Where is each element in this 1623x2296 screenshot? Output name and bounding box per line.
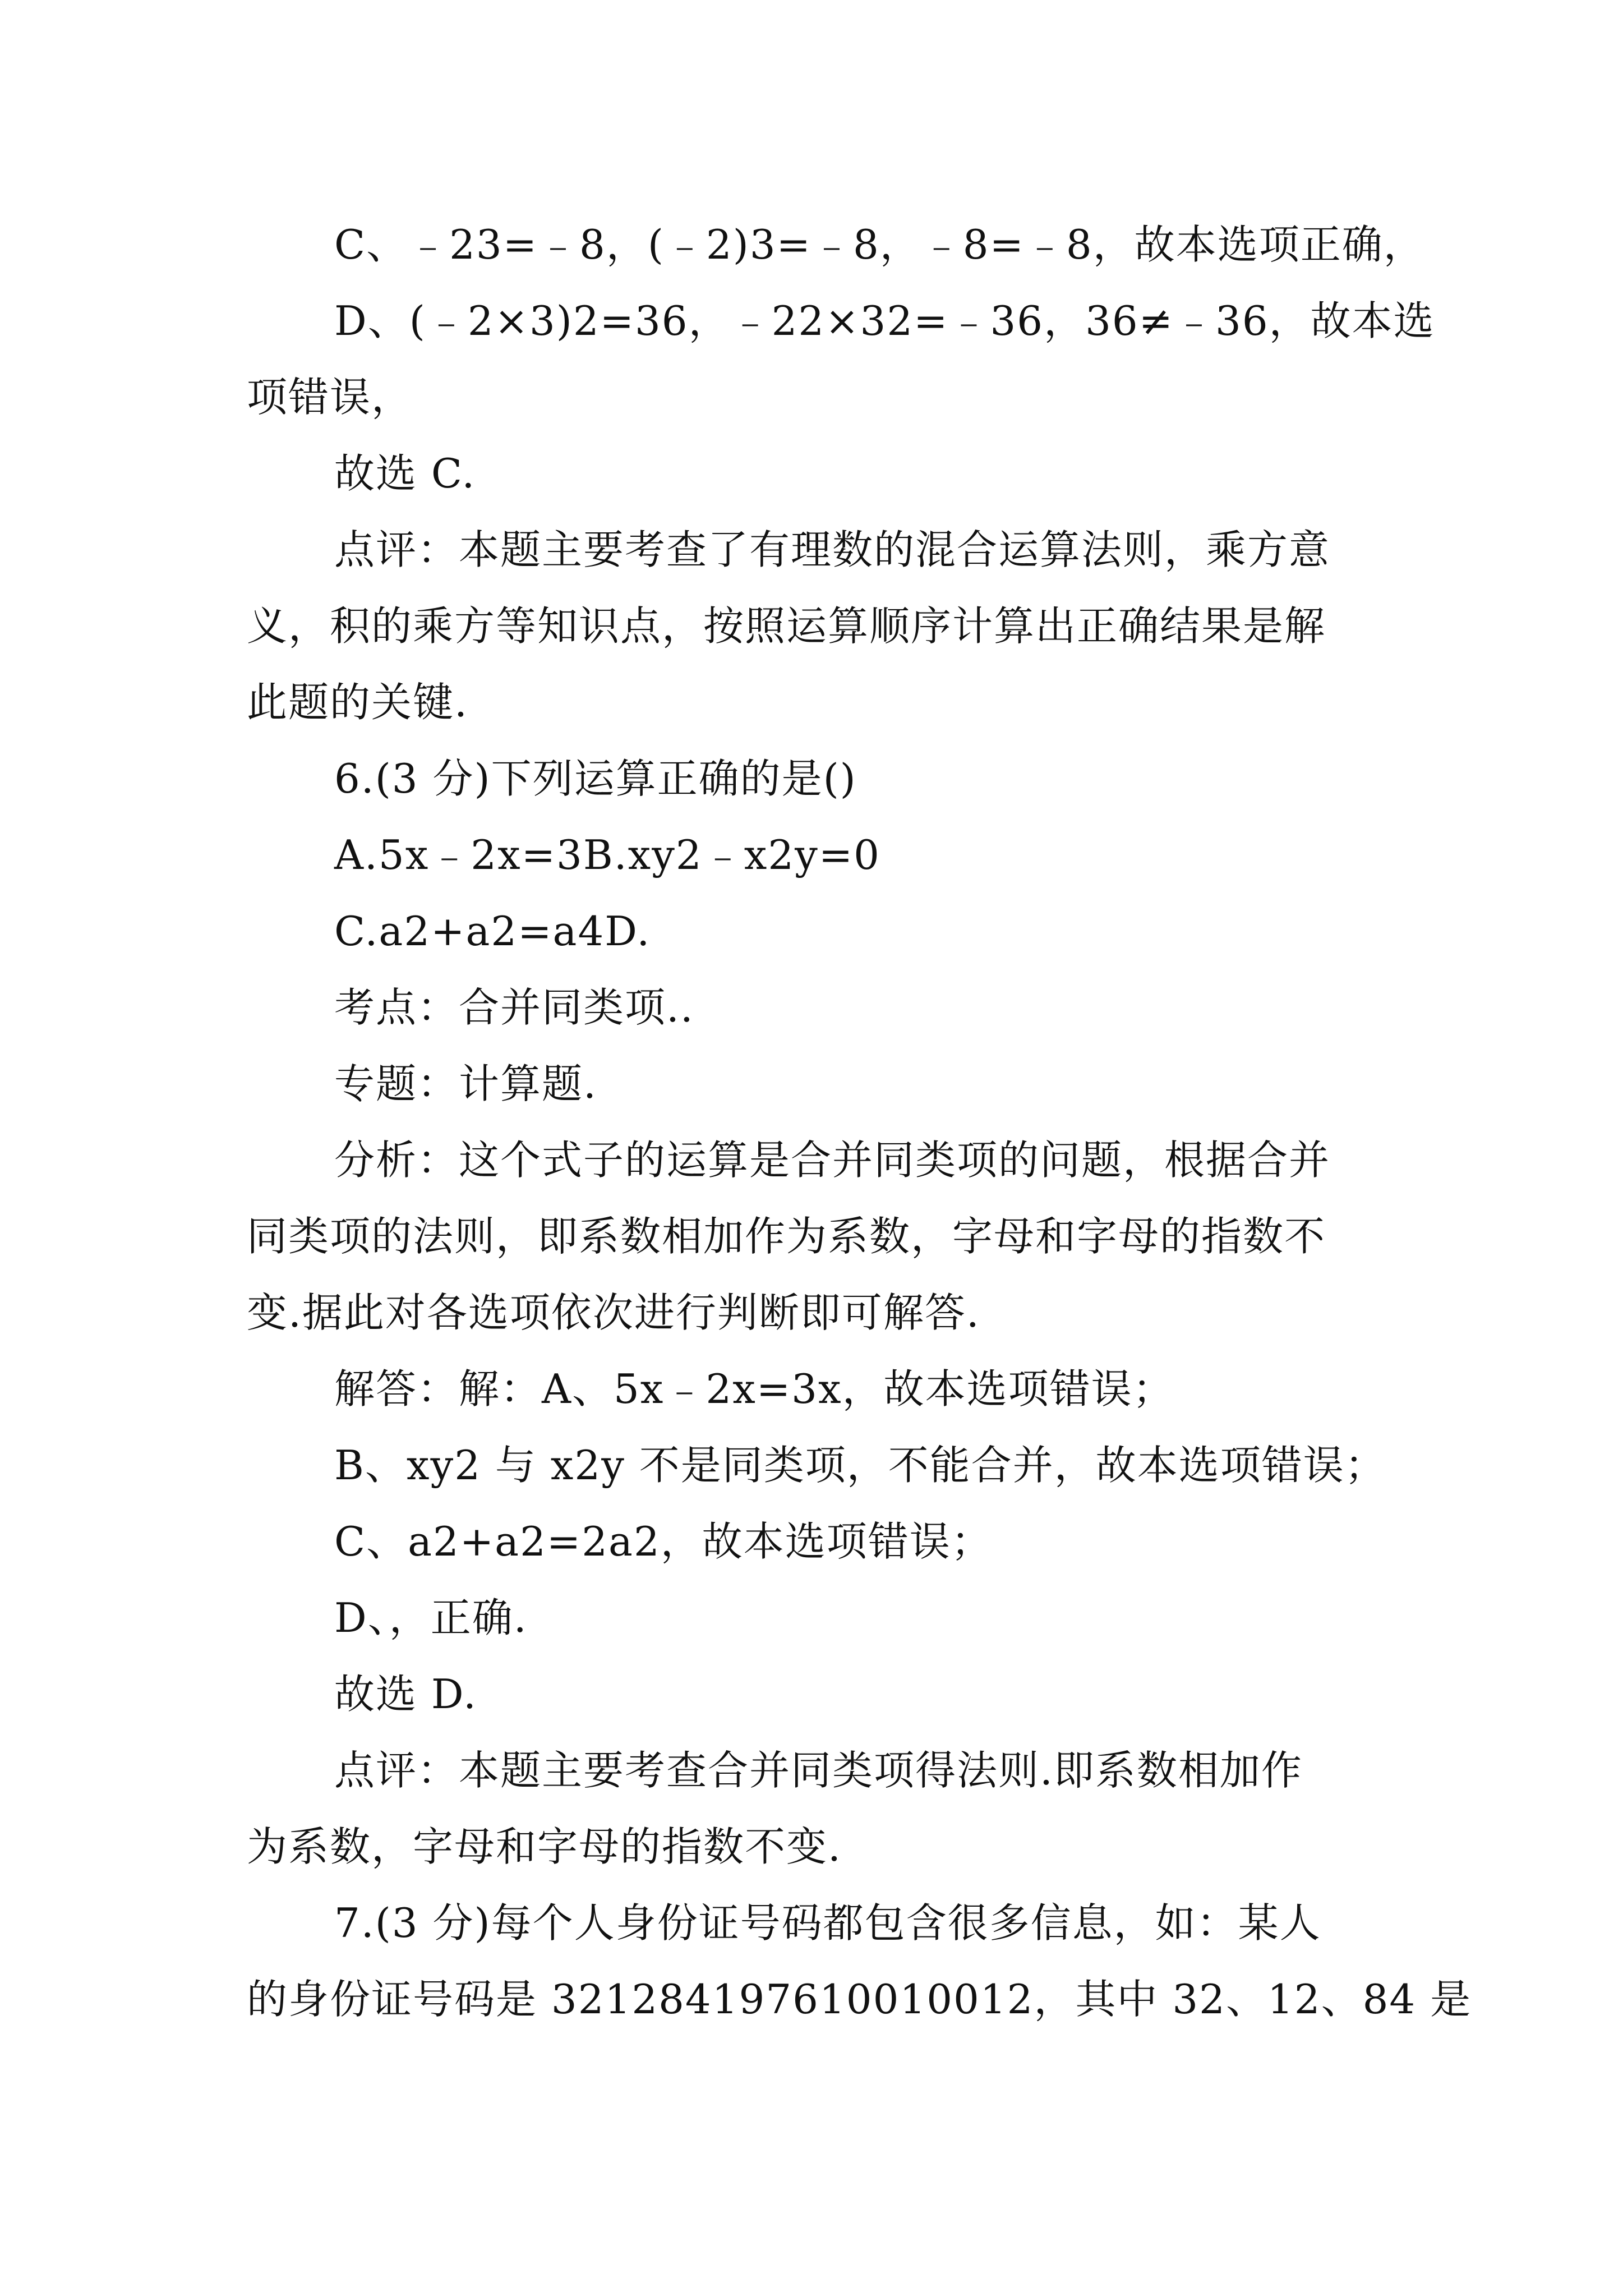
text-line: 6.(3 分)下列运算正确的是() xyxy=(334,755,857,802)
text-line: 专题：计算题. xyxy=(334,1060,597,1107)
text-line: D、(﹣2×3)2=36，﹣22×32=﹣36，36≠﹣36，故本选 xyxy=(334,297,1435,344)
text-line: 分析：这个式子的运算是合并同类项的问题，根据合并 xyxy=(334,1137,1331,1184)
text-line: 变.据此对各选项依次进行判断即可解答. xyxy=(247,1289,980,1336)
text-line: 点评：本题主要考查合并同类项得法则.即系数相加作 xyxy=(334,1747,1303,1794)
text-line: 义，积的乘方等知识点，按照运算顺序计算出正确结果是解 xyxy=(247,602,1326,650)
text-line: 的身份证号码是 321284197610010012，其中 32、12、84 是 xyxy=(247,1976,1472,2023)
text-line: 此题的关键. xyxy=(247,679,468,726)
text-line: C.a2+a2=a4D. xyxy=(334,908,651,955)
text-line: 解答：解：A、5x﹣2x=3x，故本选项错误； xyxy=(334,1365,1174,1412)
text-line: 考点：合并同类项.. xyxy=(334,984,694,1031)
text-line: A.5x﹣2x=3B.xy2﹣x2y=0 xyxy=(334,831,880,878)
text-line: 故选 C. xyxy=(334,450,476,497)
text-line: 7.(3 分)每个人身份证号码都包含很多信息，如：某人 xyxy=(334,1899,1321,1947)
text-line: B、xy2 与 x2y 不是同类项，不能合并，故本选项错误； xyxy=(334,1442,1386,1489)
text-line: C、﹣23=﹣8，(﹣2)3=﹣8，﹣8=﹣8，故本选项正确， xyxy=(334,221,1425,268)
text-line: 点评：本题主要考查了有理数的混合运算法则，乘方意 xyxy=(334,526,1331,573)
text-line: 同类项的法则，即系数相加作为系数，字母和字母的指数不 xyxy=(247,1213,1326,1260)
text-line: C、a2+a2=2a2，故本选项错误； xyxy=(334,1518,993,1565)
text-line: 项错误， xyxy=(247,374,413,421)
text-line: D、，正确. xyxy=(334,1594,528,1641)
text-line: 故选 D. xyxy=(334,1671,477,1718)
text-line: 为系数，字母和字母的指数不变. xyxy=(247,1823,842,1870)
